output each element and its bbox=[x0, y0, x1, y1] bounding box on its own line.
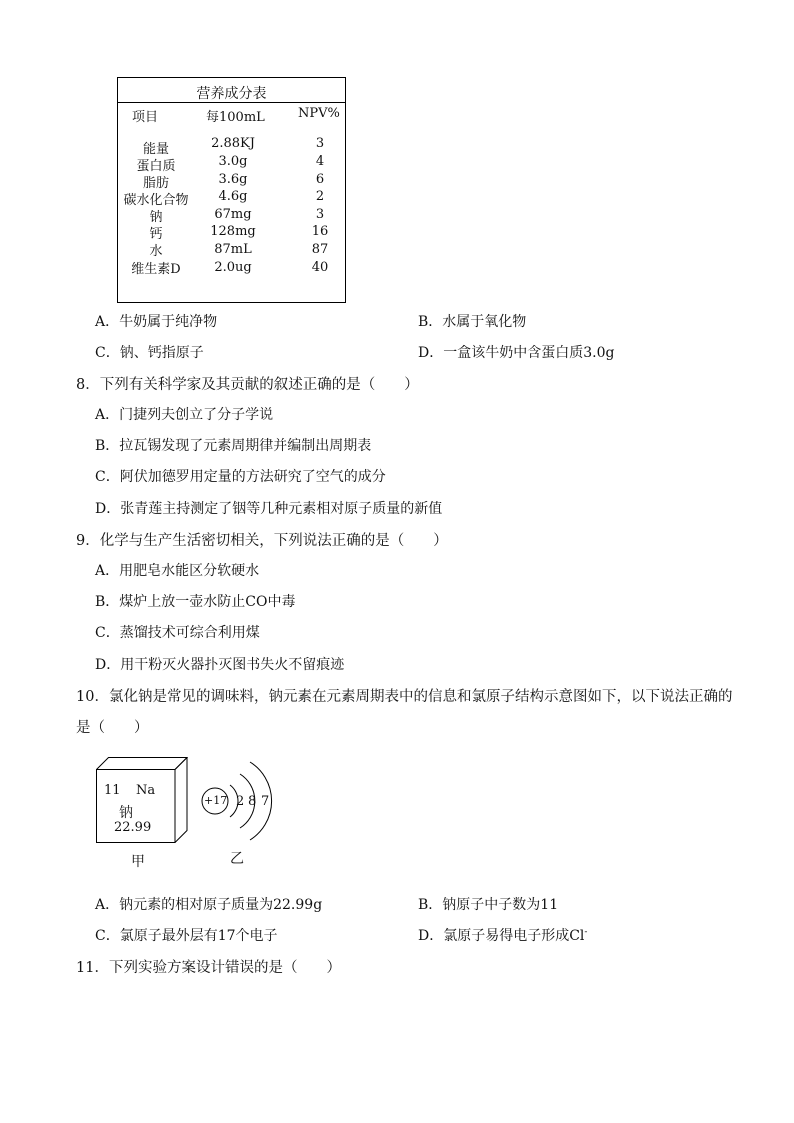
header-item: 项目 bbox=[132, 110, 159, 125]
q9-option-d: D．用干粉灭火器扑灭图书失火不留痕迹 bbox=[95, 657, 345, 673]
nucleus-charge: +17 bbox=[204, 794, 228, 807]
shell-2-electrons: 8 bbox=[248, 794, 257, 809]
row-name: 水 bbox=[149, 244, 163, 259]
q8-option-c: C．阿伏加德罗用定量的方法研究了空气的成分 bbox=[95, 469, 386, 485]
row-value: 3.6g bbox=[218, 172, 248, 187]
row-value: 4.6g bbox=[218, 189, 248, 204]
element-symbol: Na bbox=[136, 783, 156, 798]
row-npv: 4 bbox=[315, 154, 325, 169]
q11-stem: 11．下列实验方案设计错误的是（ ） bbox=[76, 960, 341, 976]
q8-option-d: D．张青莲主持测定了铟等几种元素相对原子质量的新值 bbox=[95, 501, 443, 517]
q10-option-c: C．氯原子最外层有17个电子 bbox=[95, 928, 278, 944]
q10-stem-line2: 是（ ） bbox=[76, 720, 149, 736]
element-caption: 甲 bbox=[131, 854, 145, 870]
row-npv: 87 bbox=[311, 242, 329, 257]
atom-caption: 乙 bbox=[230, 851, 244, 867]
row-name: 能量 bbox=[142, 142, 169, 157]
header-per-100ml: 每100mL bbox=[206, 110, 265, 125]
shell-3-electrons: 7 bbox=[261, 794, 270, 809]
q9-option-a: A．用肥皂水能区分软硬水 bbox=[95, 563, 260, 579]
q10-option-b: B．钠原子中子数为11 bbox=[418, 897, 559, 913]
row-name: 蛋白质 bbox=[136, 159, 176, 174]
row-npv: 40 bbox=[311, 260, 329, 275]
q7-option-a: A．牛奶属于纯净物 bbox=[95, 314, 218, 330]
q10-option-d-text: D．氯原子易得电子形成Cl bbox=[418, 928, 585, 944]
q8-option-b: B．拉瓦锡发现了元素周期律并编制出周期表 bbox=[95, 438, 372, 454]
q9-option-b: B．煤炉上放一壶水防止CO中毒 bbox=[95, 594, 296, 610]
table-divider bbox=[118, 102, 345, 103]
element-name: 钠 bbox=[119, 805, 133, 821]
q10-option-a: A．钠元素的相对原子质量为22.99g bbox=[95, 897, 323, 913]
row-name: 钠 bbox=[149, 210, 163, 225]
q8-stem: 8．下列有关科学家及其贡献的叙述正确的是（ ） bbox=[76, 377, 419, 393]
row-npv: 6 bbox=[315, 172, 325, 187]
row-value: 2.0ug bbox=[214, 260, 252, 275]
row-value: 3.0g bbox=[218, 154, 248, 169]
row-name: 维生素D bbox=[131, 262, 181, 277]
row-name: 脂肪 bbox=[142, 176, 169, 191]
q9-option-c: C．蒸馏技术可综合利用煤 bbox=[95, 625, 260, 641]
q7-option-d: D．一盒该牛奶中含蛋白质3.0g bbox=[418, 345, 615, 361]
row-npv: 16 bbox=[311, 224, 329, 239]
row-npv: 3 bbox=[315, 136, 325, 151]
superscript-minus: - bbox=[584, 927, 588, 938]
q10-option-d bbox=[418, 925, 587, 945]
q8-option-a: A．门捷列夫创立了分子学说 bbox=[95, 407, 274, 423]
row-name: 钙 bbox=[149, 227, 163, 242]
row-name: 碳水化合物 bbox=[123, 193, 189, 208]
row-npv: 2 bbox=[315, 189, 325, 204]
q7-option-c: C．钠、钙指原子 bbox=[95, 345, 204, 361]
row-value: 67mg bbox=[214, 207, 252, 222]
q7-option-b: B．水属于氧化物 bbox=[418, 314, 527, 330]
q10-stem-line1: 10．氯化钠是常见的调味料，钠元素在元素周期表中的信息和氯原子结构示意图如下，以下说法正确的 bbox=[76, 689, 733, 705]
element-atomic-number: 11 bbox=[104, 783, 121, 798]
shell-1-electrons: 2 bbox=[236, 794, 245, 809]
q9-stem: 9．化学与生产生活密切相关，下列说法正确的是（ ） bbox=[76, 533, 448, 549]
header-npv: NPV% bbox=[298, 106, 340, 121]
row-npv: 3 bbox=[315, 207, 325, 222]
row-value: 2.88KJ bbox=[211, 136, 255, 151]
element-atomic-mass: 22.99 bbox=[114, 820, 152, 835]
row-value: 128mg bbox=[210, 224, 256, 239]
nutrition-table bbox=[117, 77, 346, 303]
row-value: 87mL bbox=[214, 242, 252, 257]
nutrition-table-title: 营养成分表 bbox=[196, 86, 267, 102]
